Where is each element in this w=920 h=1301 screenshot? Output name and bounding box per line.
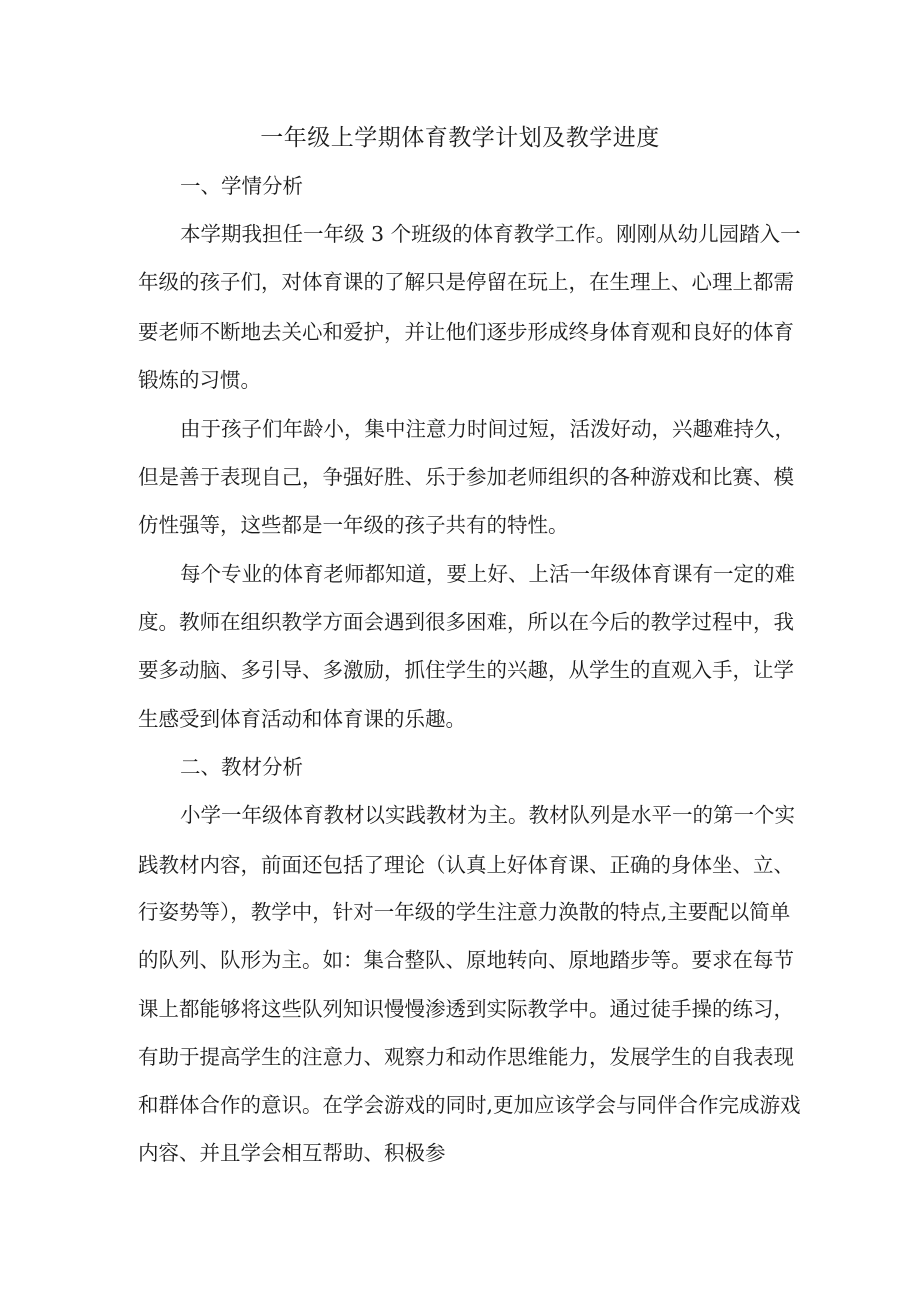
paragraph-line: 锻炼的习惯。	[138, 368, 261, 392]
paragraph-line: 生感受到体育活动和体育课的乐趣。	[138, 707, 466, 731]
paragraph-line: 由于孩子们年龄小，集中注意力时间过短，活泼好动，兴趣难持久，	[180, 417, 795, 441]
paragraph-line: 要老师不断地去关心和爱护，并让他们逐步形成终身体育观和良好的体育	[138, 320, 794, 344]
paragraph-line: 内容、并且学会相互帮助、积极参	[138, 1141, 446, 1165]
paragraph-line: 本学期我担任一年级 3 个班级的体育教学工作。刚刚从幼儿园踏入一	[180, 222, 801, 246]
paragraph-line: 小学一年级体育教材以实践教材为主。教材队列是水平一的第一个实	[180, 803, 795, 827]
paragraph-line: 度。教师在组织教学方面会遇到很多困难，所以在今后的教学过程中，我	[138, 610, 794, 634]
paragraph-line: 课上都能够将这些队列知识慢慢渗透到实际教学中。通过徒手操的练习，	[138, 997, 794, 1021]
section-heading-analysis: 一、学情分析	[180, 174, 303, 198]
paragraph-line: 和群体合作的意识。在学会游戏的同时,更加应该学会与同伴合作完成游戏	[138, 1093, 801, 1117]
paragraph-line: 的队列、队形为主。如：集合整队、原地转向、原地踏步等。要求在每节	[138, 948, 794, 972]
paragraph-line: 行姿势等），教学中，针对一年级的学生注意力涣散的特点,主要配以简单	[138, 900, 791, 924]
paragraph-line: 每个专业的体育老师都知道，要上好、上活一年级体育课有一定的难	[180, 562, 795, 586]
section-heading-materials: 二、教材分析	[180, 755, 303, 779]
paragraph-line: 践教材内容，前面还包括了理论（认真上好体育课、正确的身体坐、立、	[138, 853, 794, 877]
paragraph-line: 年级的孩子们，对体育课的了解只是停留在玩上，在生理上、心理上都需	[138, 270, 794, 294]
paragraph-line: 但是善于表现自己，争强好胜、乐于参加老师组织的各种游戏和比赛、模	[138, 465, 794, 489]
paragraph-line: 要多动脑、多引导、多激励，抓住学生的兴趣，从学生的直观入手，让学	[138, 658, 794, 682]
paragraph-line: 仿性强等，这些都是一年级的孩子共有的特性。	[138, 513, 569, 537]
paragraph-line: 有助于提高学生的注意力、观察力和动作思维能力，发展学生的自我表现	[138, 1045, 794, 1069]
document-title: 一年级上学期体育教学计划及教学进度	[260, 125, 660, 151]
